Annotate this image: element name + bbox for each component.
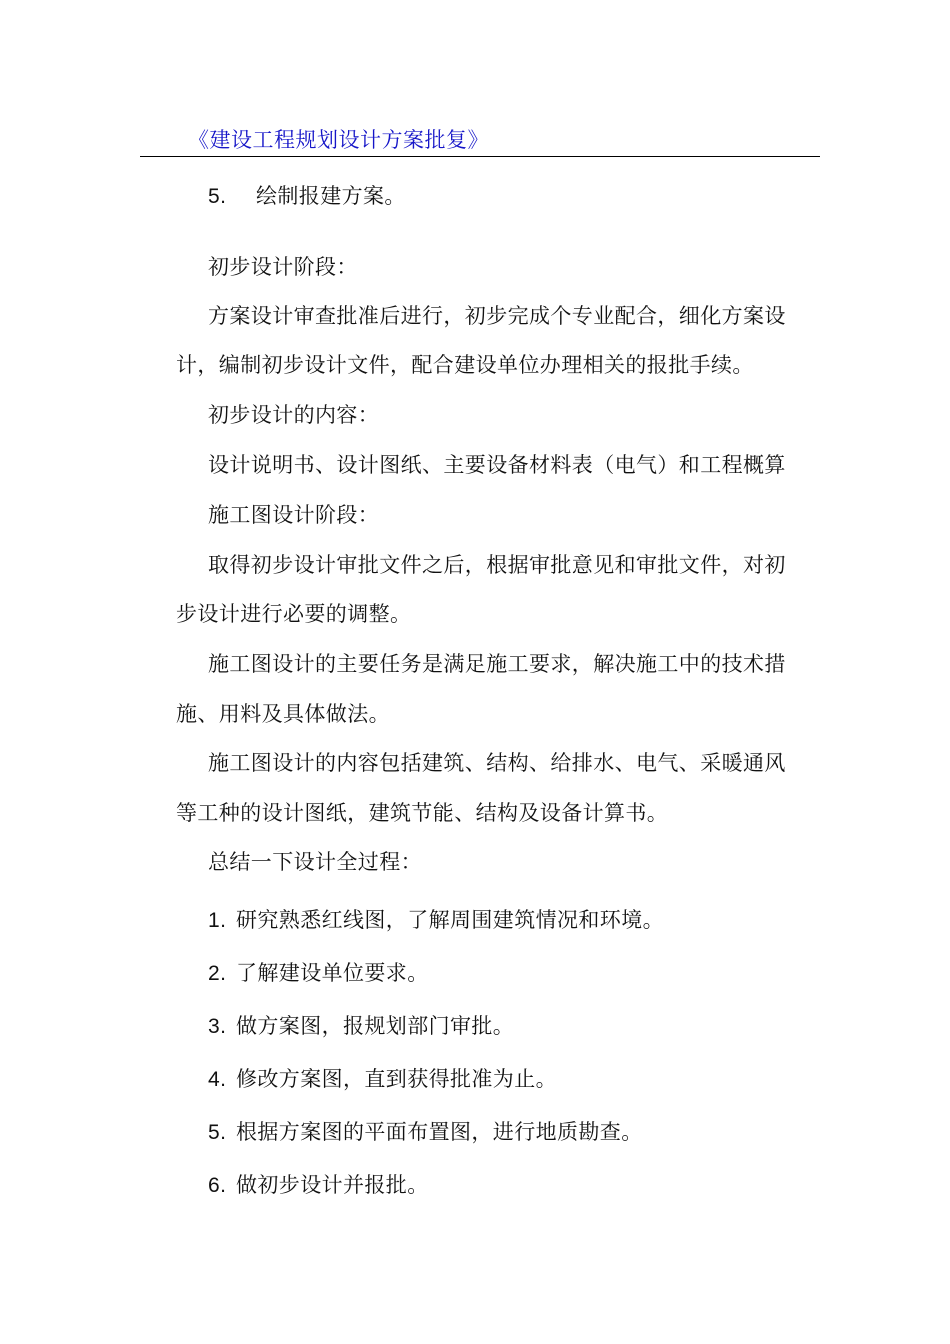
list-item [208,958,429,989]
construction-paragraph-1-line-2: 步设计进行必要的调整。 [176,602,412,626]
list-text: 做方案图，报规划部门审批。 [236,1014,515,1038]
list-number: 1. [208,909,227,932]
construction-paragraph-2-line-1: 施工图设计的主要任务是满足施工要求，解决施工中的技术措 [208,652,786,676]
list-number: 4. [208,1068,227,1091]
list-text: 研究熟悉红线图，了解周围建筑情况和环境。 [236,908,664,932]
construction-stage-heading: 施工图设计阶段： [208,503,380,527]
summary-heading: 总结一下设计全过程： [208,850,422,874]
list-number: 3. [208,1015,227,1038]
preliminary-content-heading: 初步设计的内容： [208,403,380,427]
list-item-5-top [208,181,406,212]
construction-paragraph-1-line-1: 取得初步设计审批文件之后，根据审批意见和审批文件，对初 [208,553,786,577]
list-text: 做初步设计并报批。 [236,1173,429,1197]
list-text: 修改方案图，直到获得批准为止。 [236,1067,557,1091]
header-divider [140,156,820,157]
header-title: 《建设工程规划设计方案批复》 [188,128,489,152]
list-item [208,1011,514,1042]
construction-paragraph-3-line-1: 施工图设计的内容包括建筑、结构、给排水、电气、采暖通风 [208,751,786,775]
list-text: 根据方案图的平面布置图，进行地质勘查。 [236,1120,643,1144]
list-item [208,1117,643,1148]
preliminary-paragraph-line-1: 方案设计审查批准后进行，初步完成个专业配合，细化方案设 [208,304,786,328]
list-item [208,1064,557,1095]
list-item [208,905,664,936]
list-number: 5. [208,185,227,208]
preliminary-stage-heading: 初步设计阶段： [208,255,358,279]
list-number: 6. [208,1174,227,1197]
construction-paragraph-2-line-2: 施、用料及具体做法。 [176,702,390,726]
list-text: 绘制报建方案。 [256,184,406,208]
preliminary-paragraph-line-2: 计，编制初步设计文件，配合建设单位办理相关的报批手续。 [176,353,754,377]
preliminary-content-text: 设计说明书、设计图纸、主要设备材料表（电气）和工程概算 [208,453,786,477]
list-item [208,1170,429,1201]
list-text: 了解建设单位要求。 [236,961,429,985]
construction-paragraph-3-line-2: 等工种的设计图纸，建筑节能、结构及设备计算书。 [176,801,669,825]
list-number: 2. [208,962,227,985]
list-number: 5. [208,1121,227,1144]
